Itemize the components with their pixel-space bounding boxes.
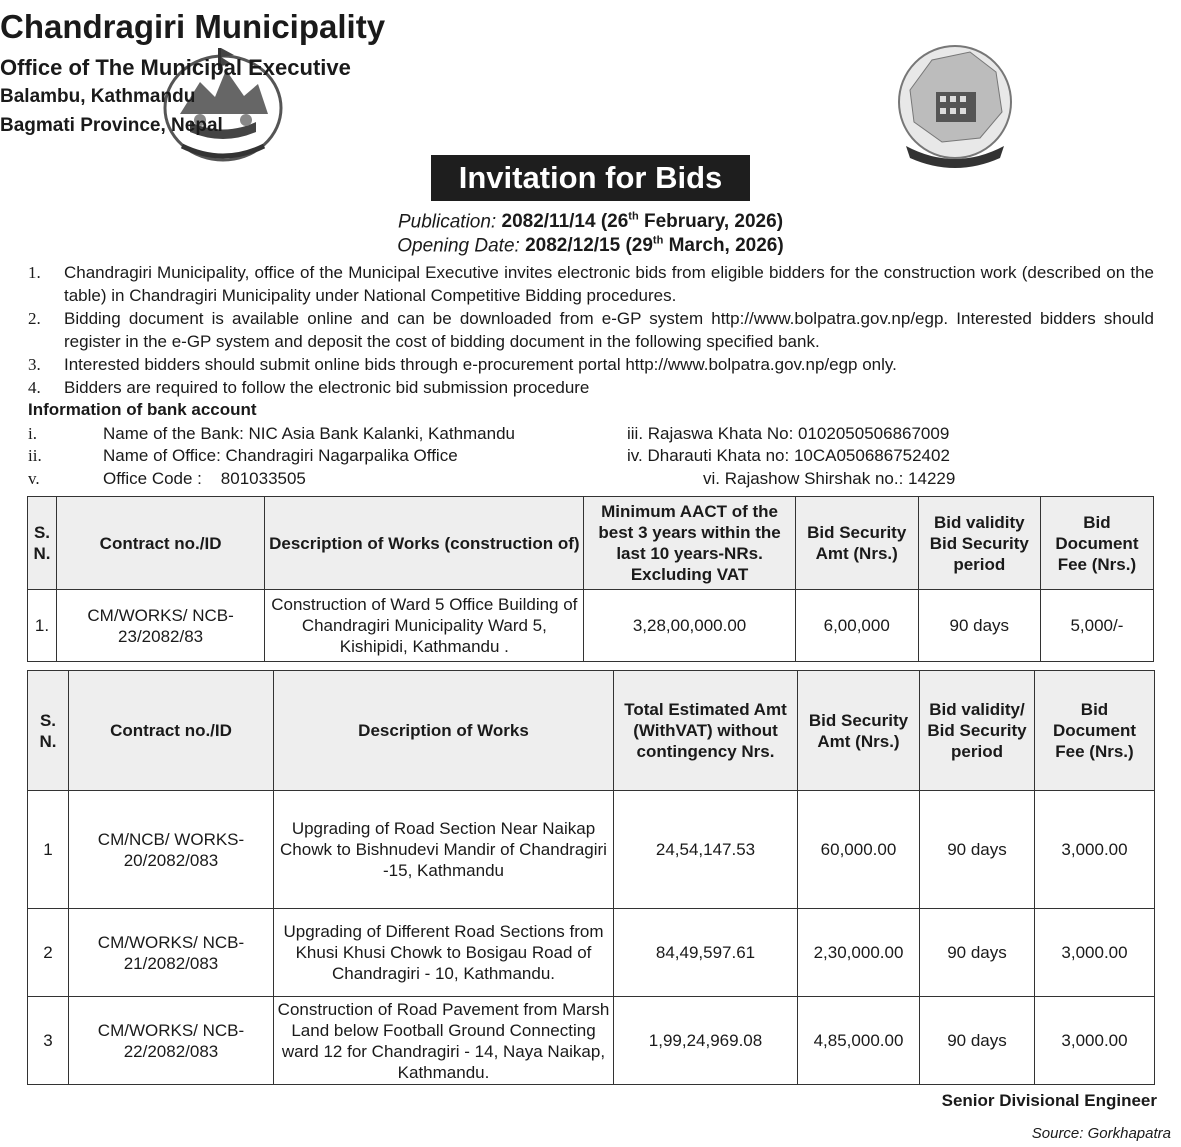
cell-aact: 3,28,00,000.00 xyxy=(584,590,795,662)
cell-contract: CM/NCB/ WORKS-20/2082/083 xyxy=(69,791,274,909)
header-sn: S. N. xyxy=(28,497,57,590)
publication-date-bs: 2082/11/14 (26 xyxy=(501,211,629,233)
header-doc-fee: Bid Document Fee (Nrs.) xyxy=(1040,497,1153,590)
table-row xyxy=(28,791,1155,909)
opening-sup: th xyxy=(652,235,664,247)
bank-row-num: ii. xyxy=(28,446,42,465)
cell-estimated-amt: 84,49,597.61 xyxy=(614,909,798,997)
bank-info-title: Information of bank account xyxy=(28,400,257,419)
header-estimated-amt: Total Estimated Amt (WithVAT) without contingency Nrs. xyxy=(614,671,798,791)
paragraph-number: 1. xyxy=(28,263,41,282)
table-header-row xyxy=(28,671,1155,791)
header-description: Description of Works (construction of) xyxy=(265,497,584,590)
cell-doc-fee: 3,000.00 xyxy=(1035,997,1155,1085)
cell-description: Construction of Road Pavement from Marsh Land below Football Ground Connecting ward 12 for Chandragiri - 14, Naya Naikap, Kathmandu. xyxy=(274,997,614,1085)
source-credit: Source: Gorkhapatra xyxy=(1031,1125,1171,1142)
header-description: Description of Works xyxy=(274,671,614,791)
invitation-banner: Invitation for Bids xyxy=(431,155,750,201)
address-line-1: Balambu, Kathmandu xyxy=(0,86,196,107)
cell-bid-validity: 90 days xyxy=(920,997,1035,1085)
cell-bid-security: 4,85,000.00 xyxy=(798,997,920,1085)
cell-description: Upgrading of Different Road Sections from Khusi Khusi Chowk to Bosigau Road of Chandragiri - 10, Kathmandu. xyxy=(274,909,614,997)
cell-doc-fee: 3,000.00 xyxy=(1035,791,1155,909)
paragraph-number: 3. xyxy=(28,355,41,374)
opening-date xyxy=(0,235,1181,257)
header-doc-fee: Bid Document Fee (Nrs.) xyxy=(1035,671,1155,791)
cell-doc-fee: 5,000/- xyxy=(1040,590,1153,662)
cell-estimated-amt: 1,99,24,969.08 xyxy=(614,997,798,1085)
header-bid-validity: Bid validity Bid Security period xyxy=(918,497,1040,590)
rajaswa-khata: iii. Rajaswa Khata No: 0102050506867009 xyxy=(627,424,950,443)
cell-sn: 1 xyxy=(28,791,69,909)
cell-doc-fee: 3,000.00 xyxy=(1035,909,1155,997)
chandragiri-municipality-seal-icon xyxy=(892,42,1018,168)
header-aact: Minimum AACT of the best 3 years within the last 10 years-NRs. Excluding VAT xyxy=(584,497,795,590)
publication-sup: th xyxy=(628,211,639,223)
paragraph-text: Bidding document is available online and can be downloaded from e-GP system http://www.bolpatra.gov.np/egp. Interested bidders should register in the e-GP system and deposit the cost of bidding document in the following specified bank. xyxy=(64,309,1154,351)
cell-sn: 1. xyxy=(28,590,57,662)
cell-bid-security: 60,000.00 xyxy=(798,791,920,909)
cell-sn: 2 xyxy=(28,909,69,997)
bank-row-num: i. xyxy=(28,424,37,443)
bid-table-2 xyxy=(27,670,1155,1085)
opening-label: Opening Date: xyxy=(397,235,520,257)
header-contract: Contract no./ID xyxy=(57,497,265,590)
bid-table-1 xyxy=(27,496,1154,662)
rajashow-shirshak: vi. Rajashow Shirshak no.: 14229 xyxy=(703,469,956,488)
opening-date-ad: March, 2026) xyxy=(663,235,784,257)
office-code: Office Code : 801033505 xyxy=(103,469,306,488)
cell-description: Construction of Ward 5 Office Building of Chandragiri Municipality Ward 5, Kishipidi, Kathmandu . xyxy=(265,590,584,662)
paragraph-text: Chandragiri Municipality, office of the Municipal Executive invites electronic bids from eligible bidders for the construction work (described on the table) in Chandragiri Municipality under National Competitive Bidding procedures. xyxy=(64,263,1154,305)
publication-date xyxy=(0,211,1181,233)
signature: Senior Divisional Engineer xyxy=(941,1091,1157,1110)
opening-date-bs: 2082/12/15 (29 xyxy=(525,235,653,257)
cell-bid-security: 6,00,000 xyxy=(795,590,918,662)
table-header-row xyxy=(28,497,1154,590)
bank-row-num: v. xyxy=(28,469,40,488)
cell-sn: 3 xyxy=(28,997,69,1085)
cell-contract: CM/WORKS/ NCB-22/2082/083 xyxy=(69,997,274,1085)
table-row xyxy=(28,590,1154,662)
bank-name: Name of the Bank: NIC Asia Bank Kalanki, Kathmandu xyxy=(103,424,516,443)
publication-label: Publication: xyxy=(397,211,497,233)
header-sn: S. N. xyxy=(28,671,69,791)
cell-estimated-amt: 24,54,147.53 xyxy=(614,791,798,909)
cell-bid-security: 2,30,000.00 xyxy=(798,909,920,997)
office-name-bank: Name of Office: Chandragiri Nagarpalika Office xyxy=(103,446,458,465)
table-row xyxy=(28,909,1155,997)
address-line-2: Bagmati Province, Nepal xyxy=(0,115,223,136)
cell-bid-validity: 90 days xyxy=(920,791,1035,909)
cell-contract: CM/WORKS/ NCB-21/2082/083 xyxy=(69,909,274,997)
paragraph-number: 4. xyxy=(28,378,41,397)
cell-bid-validity: 90 days xyxy=(918,590,1040,662)
header-bid-security: Bid Security Amt (Nrs.) xyxy=(798,671,920,791)
publication-date-ad: February, 2026) xyxy=(638,211,784,233)
cell-bid-validity: 90 days xyxy=(920,909,1035,997)
cell-contract: CM/WORKS/ NCB-23/2082/83 xyxy=(57,590,265,662)
table-row xyxy=(28,997,1155,1085)
dharauti-khata: iv. Dharauti Khata no: 10CA050686752402 xyxy=(627,446,950,465)
paragraph-number: 2. xyxy=(28,309,41,328)
header-bid-security: Bid Security Amt (Nrs.) xyxy=(795,497,918,590)
paragraph-text: Interested bidders should submit online bids through e-procurement portal http://www.bolpatra.gov.np/egp only. xyxy=(64,355,897,374)
office-name: Office of The Municipal Executive xyxy=(0,55,351,80)
header-bid-validity: Bid validity/ Bid Security period xyxy=(920,671,1035,791)
paragraph-text: Bidders are required to follow the electronic bid submission procedure xyxy=(64,378,590,397)
cell-description: Upgrading of Road Section Near Naikap Chowk to Bishnudevi Mandir of Chandragiri -15, Kathmandu xyxy=(274,791,614,909)
org-name: Chandragiri Municipality xyxy=(0,8,386,45)
header-contract: Contract no./ID xyxy=(69,671,274,791)
